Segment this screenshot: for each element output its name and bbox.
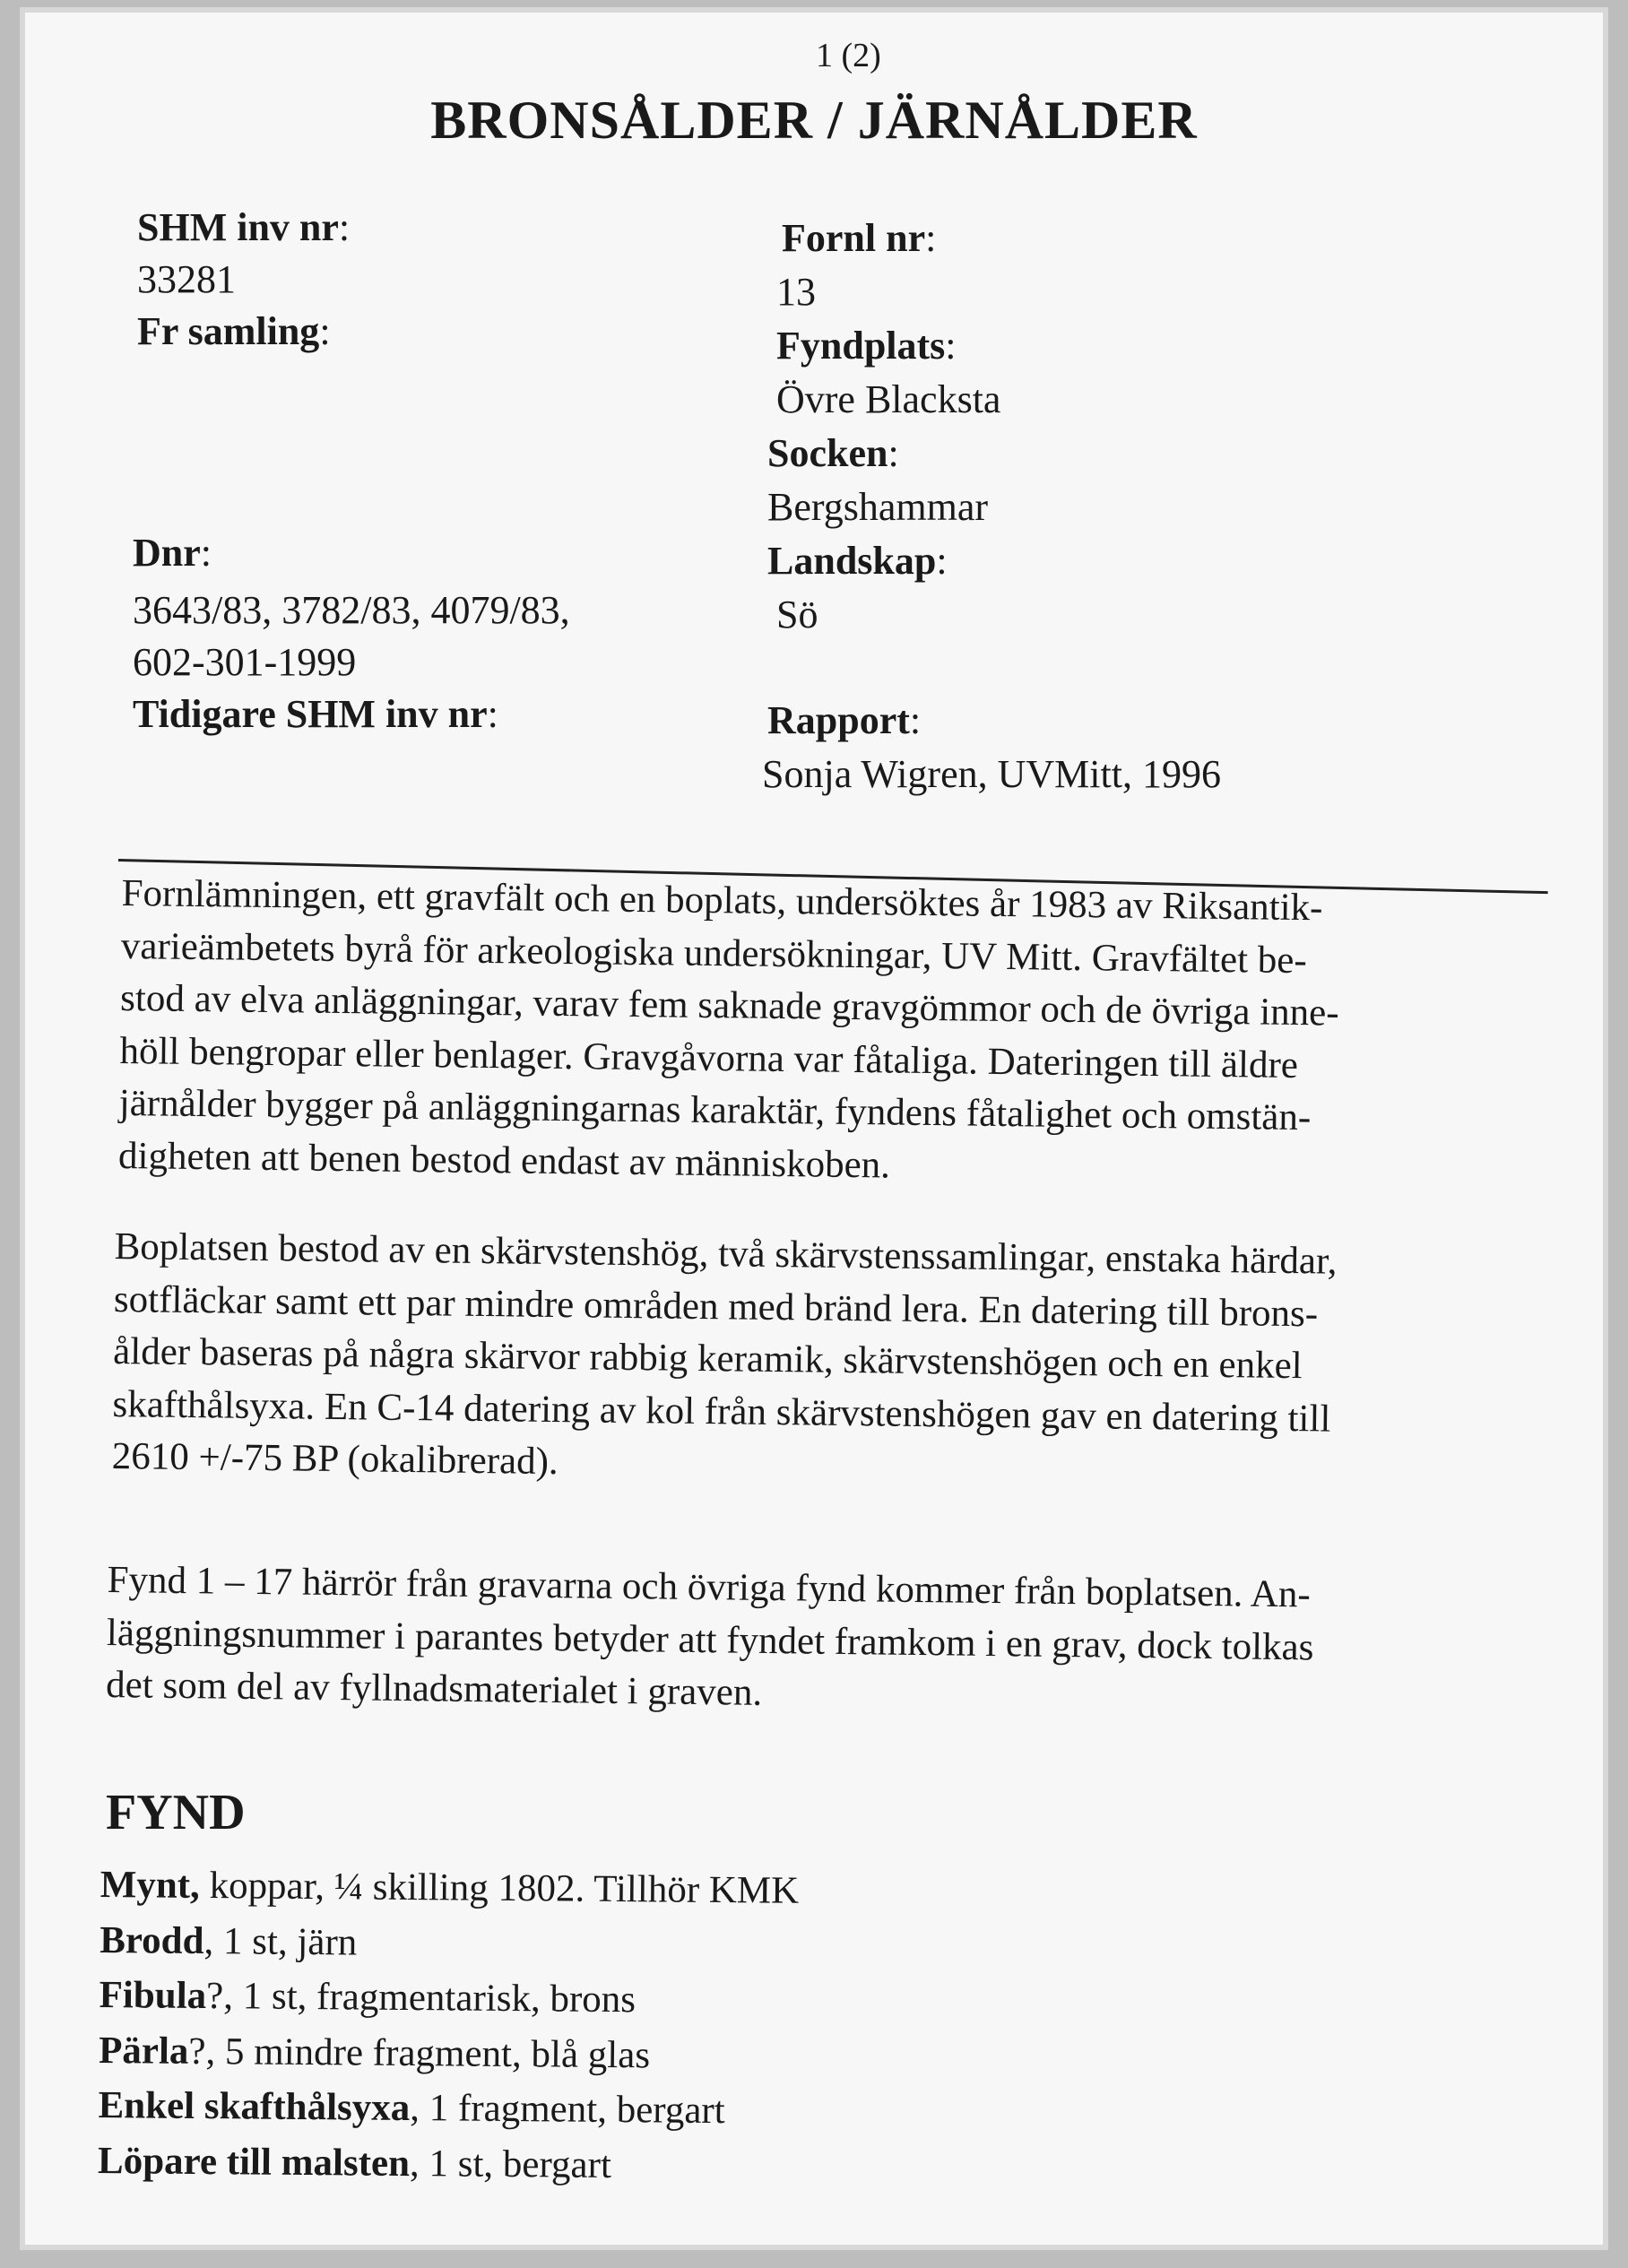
fynd-list <box>98 1857 800 2194</box>
right-fields <box>762 212 1221 801</box>
rapport-value: Sonja Wigren, UVMitt, 1996 <box>762 752 1221 796</box>
fornl-label: Fornl nr: <box>782 216 937 260</box>
dnr-fields <box>133 527 570 740</box>
rapport-label: Rapport: <box>767 698 922 742</box>
fyndplats-label: Fyndplats: <box>776 324 957 368</box>
fornl-value: 13 <box>776 270 816 314</box>
text-line: järnålder bygger på anläggningarnas karaktär, fyndens fåtalighet och omstän- <box>118 1081 1312 1139</box>
shm-value: 33281 <box>137 257 236 301</box>
fynd-item: Löpare till malsten, 1 st, bergart <box>97 2139 612 2186</box>
landskap-label: Landskap: <box>767 539 948 583</box>
paragraph-1 <box>118 868 1341 1198</box>
landskap-value: Sö <box>776 593 818 636</box>
socken-value: Bergshammar <box>767 485 989 529</box>
paragraph-2 <box>111 1221 1337 1498</box>
dnr-line1: 3643/83, 3782/83, 4079/83, <box>133 588 570 632</box>
text-line: varieämbetets byrå för arkeologiska undersökningar, UV Mitt. Gravfältet be- <box>120 924 1308 982</box>
text-line: digheten att benen bestod endast av människoben. <box>117 1134 891 1186</box>
tidigare-label: Tidigare SHM inv nr: <box>133 692 498 736</box>
text-line: ålder baseras på några skärvor rabbig keramik, skärvstenshögen och en enkel <box>112 1329 1303 1388</box>
fynd-item: Enkel skafthålsyxa, 1 fragment, bergart <box>98 2083 725 2133</box>
fynd-item: Brodd, 1 st, järn <box>99 1918 358 1964</box>
fyndplats-value: Övre Blacksta <box>776 377 1001 421</box>
text-line: 2610 +/-75 BP (okalibrerad). <box>111 1434 559 1484</box>
shm-label: SHM inv nr: <box>137 205 351 249</box>
dnr-label: Dnr: <box>133 531 212 575</box>
fr-samling-label: Fr samling: <box>137 309 331 353</box>
fynd-item: Mynt, koppar, ¼ skilling 1802. Tillhör KMK <box>100 1863 800 1912</box>
paragraph-3 <box>106 1554 1315 1727</box>
fynd-item: Fibula?, 1 st, fragmentarisk, brons <box>99 1973 636 2021</box>
left-fields <box>137 202 350 358</box>
text-line: skafthålsyxa. En C-14 datering av kol från skärvstenshögen gav en datering till <box>112 1382 1331 1441</box>
text-line: läggningsnummer i parantes betyder att fyndet framkom i en grav, dock tolkas <box>106 1611 1314 1668</box>
dnr-line2: 602-301-1999 <box>133 640 357 684</box>
text-line: Fynd 1 – 17 härrör från gravarna och övriga fynd kommer från boplatsen. An- <box>107 1558 1311 1616</box>
fynd-item: Pärla?, 5 mindre fragment, blå glas <box>98 2029 651 2076</box>
socken-label: Socken: <box>767 431 899 475</box>
fynd-heading: FYND <box>106 1785 246 1840</box>
text-line: sotfläckar samt ett par mindre områden med bränd lera. En datering till brons- <box>113 1277 1319 1335</box>
text-line: höll bengropar eller benlager. Gravgåvorna var fåtaliga. Dateringen till äldre <box>119 1029 1299 1086</box>
text-line: det som del av fyllnadsmaterialet i graven. <box>105 1663 763 1714</box>
text-line: Boplatsen bestod av en skärvstenshög, två skärvstenssamlingar, enstaka härdar, <box>114 1225 1338 1283</box>
text-line: Fornlämningen, ett gravfält och en boplats, undersöktes år 1983 av Riksantik- <box>121 871 1323 930</box>
page-number: 1 (2) <box>816 37 881 74</box>
text-line: stod av elva anläggningar, varav fem saknade gravgömmor och de övriga inne- <box>119 976 1339 1034</box>
page-title: BRONSÅLDER / JÄRNÅLDER <box>430 91 1198 150</box>
